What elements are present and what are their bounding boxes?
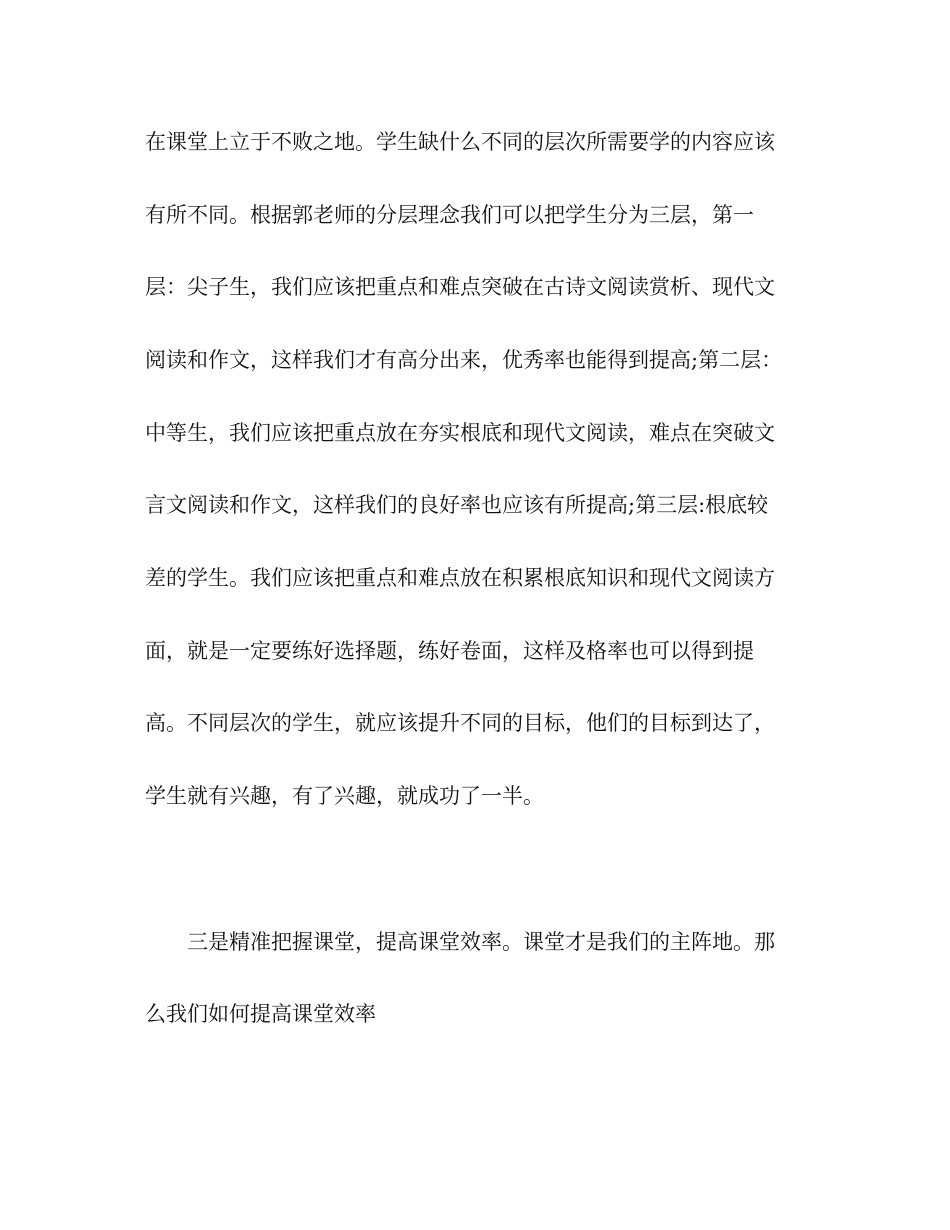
paragraph-1-line-5: 中等生，我们应该把重点放在夯实根底和现代文阅读，难点在突破文 xyxy=(145,421,775,445)
paragraph-1-line-10: 学生就有兴趣，有了兴趣，就成功了一半。 xyxy=(145,784,544,808)
paragraph-2-line-2: 么我们如何提高课堂效率 xyxy=(145,1002,376,1026)
paragraph-1-line-7: 差的学生。我们应该把重点和难点放在积累根底知识和现代文阅读方 xyxy=(145,566,775,590)
paragraph-1-line-3: 层：尖子生，我们应该把重点和难点突破在古诗文阅读赏析、现代文 xyxy=(145,275,775,299)
paragraph-1-line-8: 面，就是一定要练好选择题，练好卷面，这样及格率也可以得到提 xyxy=(145,639,754,663)
paragraph-1-line-9: 高。不同层次的学生，就应该提升不同的目标，他们的目标到达了， xyxy=(145,711,775,735)
paragraph-1-line-6: 言文阅读和作文，这样我们的良好率也应该有所提高;第三层:根底较 xyxy=(145,493,769,517)
paragraph-1-line-2: 有所不同。根据郭老师的分层理念我们可以把学生分为三层，第一 xyxy=(145,203,754,227)
paragraph-1-line-1: 在课堂上立于不败之地。学生缺什么不同的层次所需要学的内容应该 xyxy=(145,130,775,154)
paragraph-2-line-1: 三是精准把握课堂，提高课堂效率。课堂才是我们的主阵地。那 xyxy=(187,930,775,954)
paragraph-1-line-4: 阅读和作文，这样我们才有高分出来，优秀率也能得到提高;第二层： xyxy=(145,348,783,372)
